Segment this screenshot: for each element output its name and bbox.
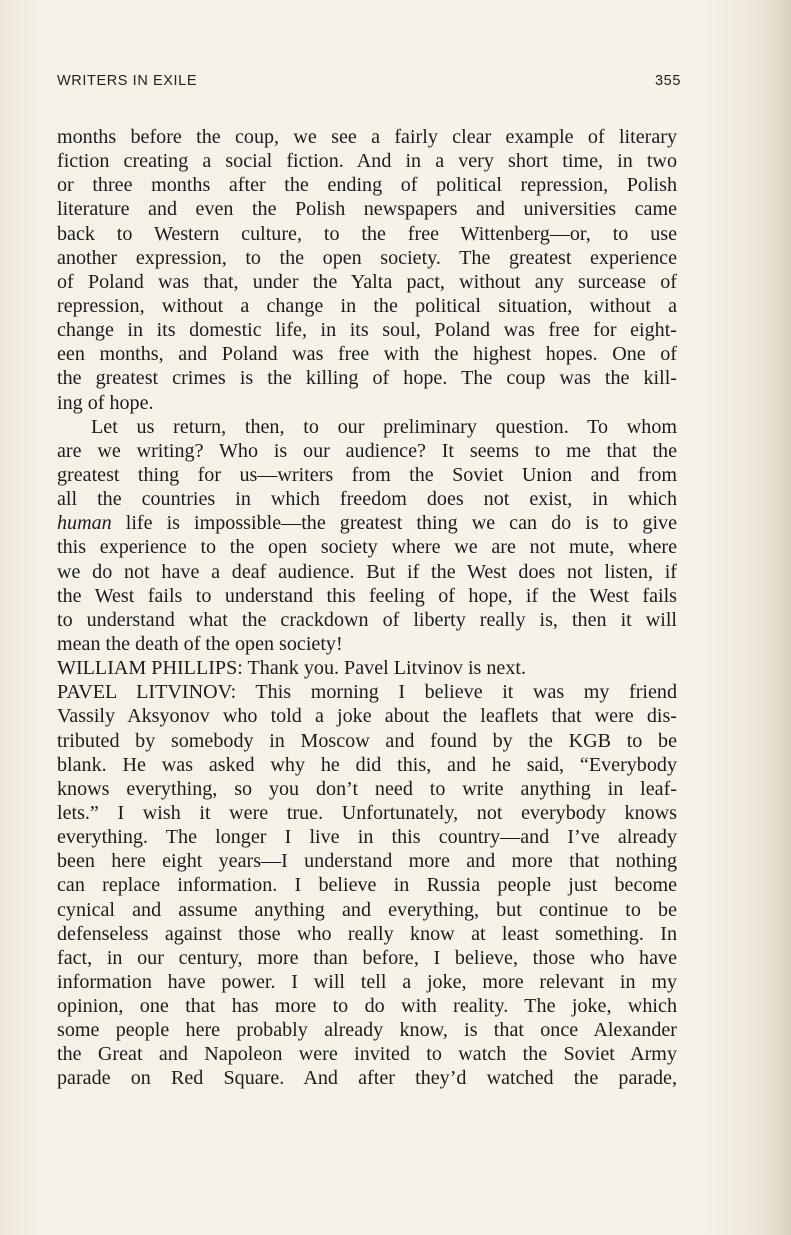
text-line: some people here probably already know, is that once Alexander (57, 1019, 677, 1042)
text-line: this experience to the open society where we are not mute, where (57, 536, 677, 559)
text-line: or three months after the ending of political repression, Polish (57, 174, 677, 197)
text-line: been here eight years—I understand more and more that nothing (57, 850, 677, 873)
text-line: literature and even the Polish newspapers and universities came (57, 198, 677, 221)
text-line: another expression, to the open society. The greatest experience (57, 246, 677, 269)
text-line: defenseless against those who really know at least something. In (57, 922, 677, 945)
text-line: of Poland was that, under the Yalta pact, without any surcease of (57, 270, 677, 293)
text-line: WILLIAM PHILLIPS: Thank you. Pavel Litvinov is next. (57, 657, 526, 680)
text-line: cynical and assume anything and everything, but continue to be (57, 898, 677, 921)
text-line: PAVEL LITVINOV: This morning I believe it was my friend (57, 681, 677, 704)
text-line: information have power. I will tell a joke, more relevant in my (57, 970, 677, 993)
text-line: blank. He was asked why he did this, and he said, “Everybody (57, 753, 677, 776)
text-line: een months, and Poland was free with the highest hopes. One of (57, 343, 677, 366)
text-line: change in its domestic life, in its soul, Poland was free for eight- (57, 319, 677, 342)
text-line: tributed by somebody in Moscow and found by the KGB to be (57, 729, 677, 752)
running-head: WRITERS IN EXILE (57, 73, 198, 89)
text-line: all the countries in which freedom does not exist, in which (57, 488, 677, 511)
text-line: everything. The longer I live in this country—and I’ve already (57, 826, 677, 849)
text-line: we do not have a deaf audience. But if the West does not listen, if (57, 560, 677, 583)
text-line: lets.” I wish it were true. Unfortunately, not everybody knows (57, 801, 677, 824)
text-line: fact, in our century, more than before, I believe, those who have (57, 946, 677, 969)
text-line: fiction creating a social fiction. And in a very short time, in two (57, 150, 677, 173)
text-line: are we writing? Who is our audience? It seems to me that the (57, 439, 677, 462)
italic-word: human (57, 512, 112, 535)
text-line: months before the coup, we see a fairly clear example of literary (57, 126, 677, 148)
page-number: 355 (655, 73, 681, 89)
text-line: back to Western culture, to the free Wittenberg—or, to use (57, 222, 677, 245)
text-line (57, 511, 677, 535)
text-line: Vassily Aksyonov who told a joke about the leaflets that were dis- (57, 705, 677, 728)
text-line: the greatest crimes is the killing of hope. The coup was the kill- (57, 367, 677, 390)
text-segment: life is impossible—the greatest thing we can do is to give (111, 512, 677, 535)
text-line: the Great and Napoleon were invited to watch the Soviet Army (57, 1043, 677, 1066)
text-line: Let us return, then, to our preliminary question. To whom (91, 415, 677, 438)
body-text (57, 125, 677, 1091)
text-line: opinion, one that has more to do with reality. The joke, which (57, 995, 677, 1018)
text-line: greatest thing for us—writers from the Soviet Union and from (57, 463, 677, 486)
text-line: can replace information. I believe in Russia people just become (57, 874, 677, 897)
text-line: knows everything, so you don’t need to write anything in leaf- (57, 777, 677, 800)
text-line: to understand what the crackdown of liberty really is, then it will (57, 608, 677, 631)
text-line: repression, without a change in the political situation, without a (57, 294, 677, 317)
text-line: parade on Red Square. And after they’d watched the parade, (57, 1067, 677, 1090)
text-line: the West fails to understand this feeling of hope, if the West fails (57, 584, 677, 607)
page-header (57, 73, 681, 93)
text-line: mean the death of the open society! (57, 632, 343, 655)
text-line: ing of hope. (57, 391, 154, 414)
